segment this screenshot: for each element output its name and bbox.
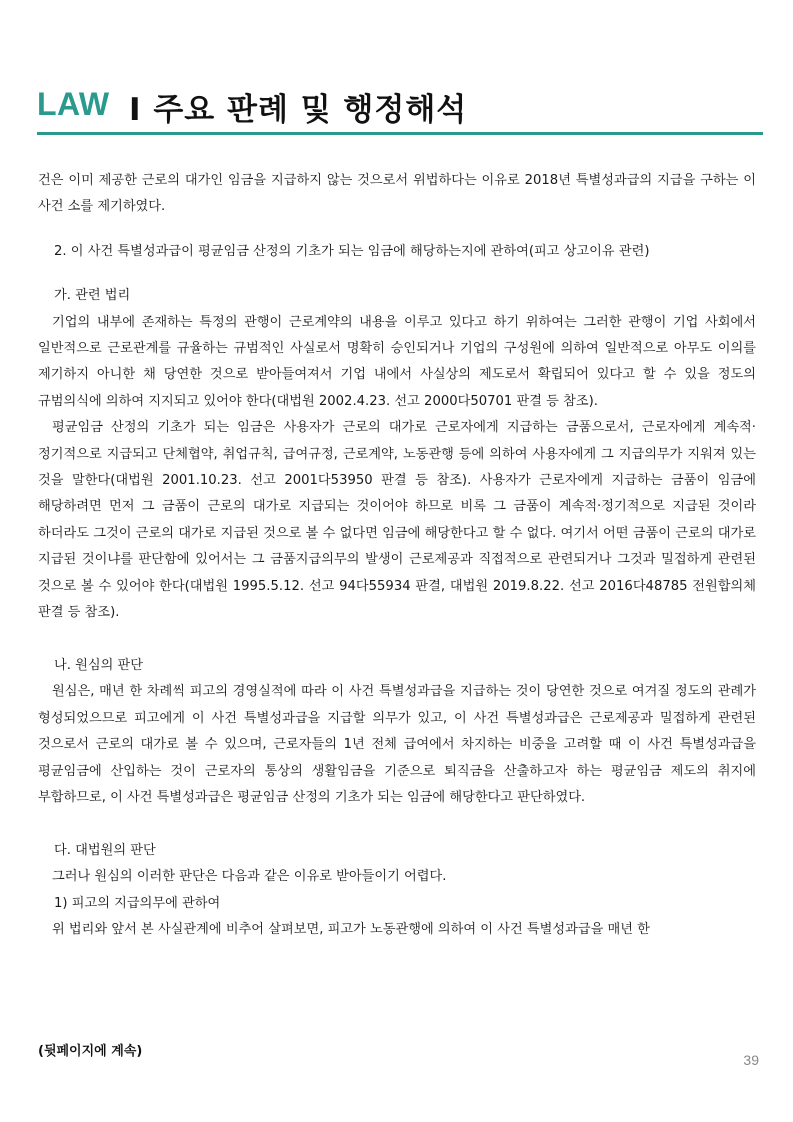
page-title: I 주요 판례 및 행정해석 <box>129 92 468 128</box>
header-divider <box>37 132 763 135</box>
section-label: LAW <box>37 86 110 122</box>
page-number: 39 <box>743 1052 759 1068</box>
subheading-ga: 가. 관련 법리 <box>54 288 131 304</box>
paragraph-lower-court: 원심은, 매년 한 차례씩 피고의 경영실적에 따라 이 사건 특별성과급을 지급하는 것이 당연한 것으로 여겨질 정도의 관례가 형성되었으므로 피고에게 이 사건 특별성과급을 지급할 의무가 있고, 이 사건 특별성과급은 근로제공과 밀접하게 관련된 것으로서 근로의 대가로 볼 수 있으며, 근로자들의 1년 전체 급여에서 차지하는 비중을 고려할 때 이 사건 특별성과급을 평균임금에 산입하는 것이 근로자의 통상의 생활임금을 기준으로 퇴직금을 산출하고자 하는 평균임금 제도의 취지에 부합하므로, 이 사건 특별성과급은 평균임금 산정의 기초가 되는 임금에 해당한다고 판단하였다. <box>38 684 756 805</box>
subheading-1: 1) 피고의 지급의무에 관하여 <box>54 895 221 911</box>
subheading-da: 다. 대법원의 판단 <box>54 842 156 858</box>
continued-note: (뒷페이지에 계속) <box>38 1044 143 1059</box>
subheading-na: 나. 원심의 판단 <box>54 657 144 673</box>
paragraph-intro: 건은 이미 제공한 근로의 대가인 임금을 지급하지 않는 것으로서 위법하다는 이유로 2018년 특별성과급의 지급을 구하는 이 사건 소를 제기하였다. <box>38 173 756 215</box>
paragraph-custom-law: 기업의 내부에 존재하는 특정의 관행이 근로계약의 내용을 이루고 있다고 하기 위하여는 그러한 관행이 기업 사회에서 일반적으로 근로관계를 규율하는 규범적인 사실로서 명확히 승인되거나 기업의 구성원에 의하여 일반적으로 아무도 이의를 제기하지 아니한 채 당연한 것으로 받아들여져서 기업 내에서 사실상의 제도로서 확립되어 있다고 할 수 있을 정도의 규범의식에 의하여 지지되고 있어야 한다(대법원 2002.4.23. 선고 2000다50701 판결 등 참조). <box>38 314 756 409</box>
section-heading-2: 2. 이 사건 특별성과급이 평균임금 산정의 기초가 되는 임금에 해당하는지에 관하여(피고 상고이유 관련) <box>54 243 650 259</box>
paragraph-supreme-court: 그러나 원심의 이러한 판단은 다음과 같은 이유로 받아들이기 어렵다. <box>52 869 447 885</box>
paragraph-average-wage: 평균임금 산정의 기초가 되는 임금은 사용자가 근로의 대가로 근로자에게 지급하는 금품으로서, 근로자에게 계속적·정기적으로 지급되고 단체협약, 취업규칙, 급여규정, 근로계약, 노동관행 등에 의하여 사용자에게 그 지급의무가 지워져 있는 것을 말한다(대법원 2001.10.23. 선고 2001다53950 판결 등 참조). 사용자가 근로자에게 지급하는 금품이 임금에 해당하려면 먼저 그 금품이 근로의 대가로 지급되는 것이어야 하므로 비록 그 금품이 계속적·정기적으로 지급된 것이라 하더라도 그것이 근로의 대가로 지급된 것으로 볼 수 없다면 임금에 해당한다고 할 수 없다. 여기서 어떤 금품이 근로의 대가로 지급된 것이냐를 판단함에 있어서는 그 금품지급의무의 발생이 근로제공과 직접적으로 관련되거나 그것과 밀접하게 관련된 것으로 볼 수 있어야 한다(대법원 1995.5.12. 선고 94다55934 판결, 대법원 2019.8.22. 선고 2016다48785 전원합의체 판결 등 참조). <box>38 420 756 621</box>
page-header <box>37 86 763 136</box>
paragraph-obligation: 위 법리와 앞서 본 사실관계에 비추어 살펴보면, 피고가 노동관행에 의하여 이 사건 특별성과급을 매년 한 <box>52 921 650 937</box>
document-body <box>38 168 756 943</box>
